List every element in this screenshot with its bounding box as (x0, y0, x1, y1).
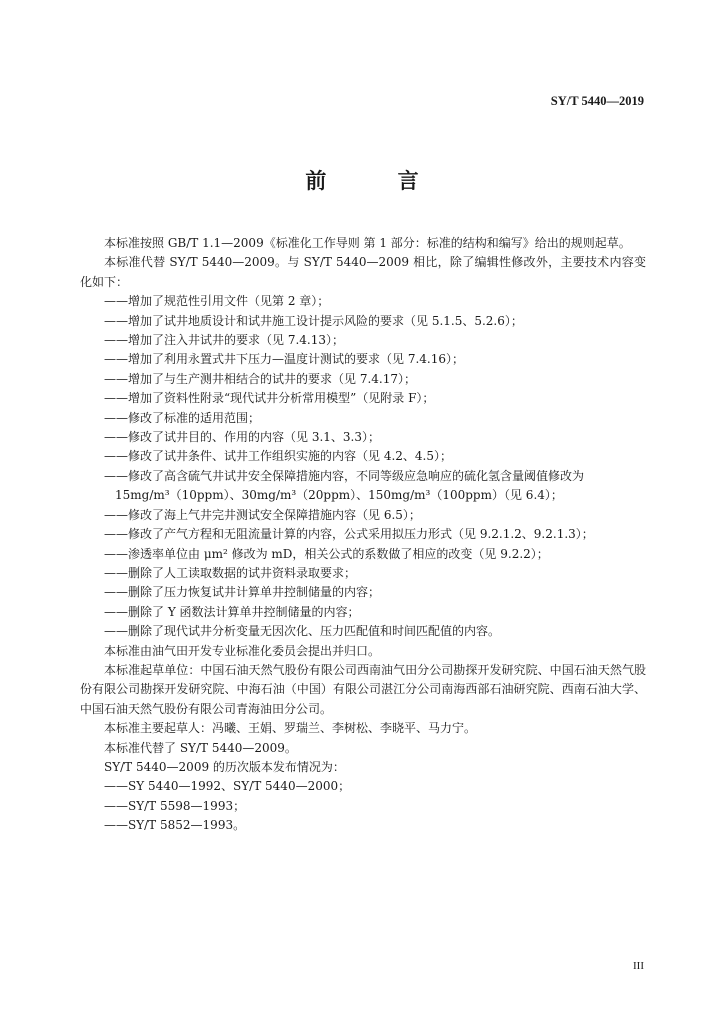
history-intro: SY/T 5440—2009 的历次版本发布情况为： (104, 759, 345, 774)
history-item: ——SY 5440—1992、SY/T 5440—2000； (104, 779, 351, 794)
change-item: ——删除了 Y 函数法计算单井控制储量的内容； (104, 604, 360, 619)
change-item: ——增加了资料性附录“现代试井分析常用模型”（见附录 F）； (104, 391, 435, 406)
foreword-body (80, 234, 646, 836)
change-item: ——删除了人工读取数据的试井资料录取要求； (104, 565, 357, 580)
change-item: ——删除了压力恢复试井计算单井控制储量的内容； (104, 585, 381, 600)
intro-paragraph-1: 本标准按照 GB/T 1.1—2009《标准化工作导则 第 1 部分：标准的结构和编写》给出的规则起草。 (104, 236, 631, 250)
page-title: 前 言 (305, 168, 451, 193)
replaces-paragraph: 本标准代替了 SY/T 5440—2009。 (104, 740, 297, 755)
change-item: ——修改了高含硫气井试井安全保障措施内容，不同等级应急响应的硫化氢含量阈值修改为 (104, 468, 585, 483)
change-item: ——增加了利用永置式井下压力—温度计测试的要求（见 7.4.16）； (104, 352, 464, 367)
history-item: ——SY/T 5598—1993； (104, 798, 246, 813)
change-item-continuation: 15mg/m³（10ppm）、30mg/m³（20ppm）、150mg/m³（100ppm）（见 6.4）； (115, 488, 563, 503)
change-item: ——修改了产气方程和无阻流量计算的内容，公式采用拟压力形式（见 9.2.1.2、9.2.1.3）； (104, 527, 594, 542)
intro-paragraph-2: 本标准代替 SY/T 5440—2009。与 SY/T 5440—2009 相比，除了编辑性修改外，主要技术内容变化如下： (80, 255, 646, 289)
drafting-units-paragraph: 本标准起草单位：中国石油天然气股份有限公司西南油气田分公司勘探开发研究院、中国石油天然气股份有限公司勘探开发研究院、中海石油（中国）有限公司湛江分公司南海西部石油研究院、西南石油大学、中国石油天然气股份有限公司青海油田分公司。 (80, 662, 646, 716)
proposer-paragraph: 本标准由油气田开发专业标准化委员会提出并归口。 (104, 643, 381, 658)
change-item: ——增加了规范性引用文件（见第 2 章）； (104, 294, 330, 309)
drafters-paragraph: 本标准主要起草人：冯曦、王娟、罗瑞兰、李树松、李晓平、马力宁。 (104, 721, 477, 736)
change-item: ——增加了与生产测井相结合的试井的要求（见 7.4.17）； (104, 371, 416, 386)
change-item: ——增加了试井地质设计和试井施工设计提示风险的要求（见 5.1.5、5.2.6）； (104, 313, 523, 328)
standard-code-header: SY/T 5440—2019 (550, 94, 644, 108)
change-item: ——修改了标准的适用范围； (104, 410, 261, 425)
change-item: ——修改了试井条件、试井工作组织实施的内容（见 4.2、4.5）； (104, 449, 452, 464)
page-number: III (633, 960, 644, 972)
history-item: ——SY/T 5852—1993。 (104, 818, 246, 833)
change-item: ——修改了海上气井完井测试安全保障措施内容（见 6.5）； (104, 507, 421, 522)
change-item: ——修改了试井目的、作用的内容（见 3.1、3.3）； (104, 430, 380, 445)
change-item: ——增加了注入井试井的要求（见 7.4.13）； (104, 333, 344, 348)
change-item: ——渗透率单位由 μm² 修改为 mD，相关公式的系数做了相应的改变（见 9.2.2）； (104, 546, 549, 561)
change-item: ——删除了现代试井分析变量无因次化、压力匹配值和时间匹配值的内容。 (104, 624, 501, 639)
